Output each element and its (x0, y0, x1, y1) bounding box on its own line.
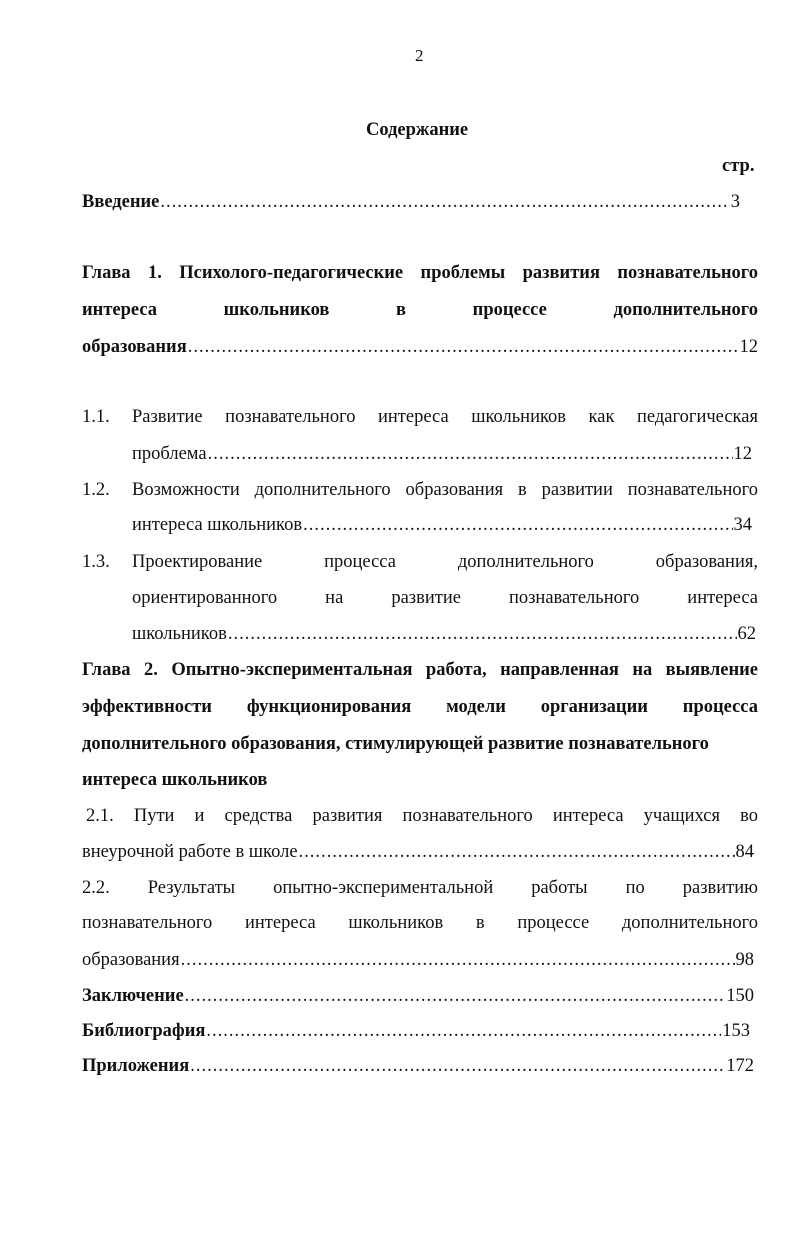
section-1-2-line1 (132, 480, 758, 501)
word: развитие (391, 588, 461, 608)
dot-leader (299, 842, 735, 863)
word: развитию (682, 878, 758, 898)
word: 2.2. (82, 878, 110, 898)
dot-leader (208, 444, 733, 465)
entry-label: проблема (132, 444, 207, 464)
chapter1-line2 (82, 300, 758, 321)
word: дополнительного (621, 913, 758, 933)
page-number: 2 (415, 46, 424, 65)
word: 1. (147, 263, 162, 283)
word: 2.1. (86, 806, 114, 826)
page-column-header: стр. (722, 156, 755, 176)
entry-page: 62 (737, 624, 756, 644)
word: работа, (425, 660, 487, 680)
word: познавательного (617, 263, 758, 283)
word: Глава (82, 660, 131, 680)
toc-entry-conclusion (82, 986, 754, 1007)
word: дополнительного (457, 552, 594, 572)
word: 2. (144, 660, 158, 680)
entry-label: образования (82, 950, 180, 970)
word: интереса (82, 300, 158, 320)
entry-page: 153 (722, 1021, 750, 1041)
entry-page: 98 (735, 950, 754, 970)
entry-label: Введение (82, 192, 160, 212)
entry-page: 3 (730, 192, 740, 212)
word: образования (405, 480, 504, 500)
word: проблемы (420, 263, 506, 283)
section-number: 1.2. (82, 480, 110, 500)
entry-page: 34 (733, 515, 752, 535)
word: дополнительного (254, 480, 391, 500)
word: по (625, 878, 645, 898)
word: Результаты (147, 878, 236, 898)
chapter1-line1 (82, 263, 758, 284)
toc-entry-1-2 (132, 515, 752, 536)
word: развитии (541, 480, 613, 500)
toc-entry-1-1 (132, 444, 752, 465)
word: интереса (552, 806, 624, 826)
word: выявление (665, 660, 758, 680)
toc-entry-2-1 (82, 842, 754, 863)
entry-label: Заключение (82, 986, 184, 1006)
word: школьников (348, 913, 444, 933)
word: во (740, 806, 758, 826)
word: Проектирование (132, 552, 263, 572)
word: ориентированного (132, 588, 278, 608)
word: развития (312, 806, 383, 826)
toc-entry-chapter1 (82, 337, 758, 358)
word: учащихся (643, 806, 720, 826)
word: на (632, 660, 653, 680)
dot-leader (181, 950, 735, 971)
word: развития (522, 263, 600, 283)
word: Возможности (132, 480, 240, 500)
entry-page: 12 (739, 337, 758, 357)
entry-label: Библиография (82, 1021, 206, 1041)
word: педагогическая (637, 407, 758, 427)
word: и (194, 806, 205, 826)
dot-leader (188, 337, 739, 358)
entry-page: 12 (733, 444, 752, 464)
word: Глава (82, 263, 131, 283)
word: как (588, 407, 615, 427)
section-number: 1.1. (82, 407, 110, 427)
word: образования, (655, 552, 758, 572)
section-number: 1.3. (82, 552, 110, 572)
word: процессе (517, 913, 590, 933)
word: модели (446, 697, 506, 717)
word: интереса (245, 913, 316, 933)
entry-page: 84 (735, 842, 754, 862)
section-1-3-line2 (132, 588, 758, 609)
entry-page: 172 (726, 1056, 754, 1076)
word: познавательного (508, 588, 640, 608)
dot-leader (160, 192, 729, 213)
word: эффективности (82, 697, 212, 717)
word: процессе (472, 300, 547, 320)
word: процесса (324, 552, 396, 572)
dot-leader (185, 986, 726, 1007)
word: школьников (471, 407, 567, 427)
toc-entry-intro (82, 192, 740, 213)
dot-leader (190, 1056, 725, 1077)
entry-label: интереса школьников (132, 515, 303, 535)
word: познавательного (627, 480, 758, 500)
entry-label: школьников (132, 624, 227, 644)
toc-title: Содержание (366, 120, 469, 140)
word: направленная (500, 660, 619, 680)
word: интереса (687, 588, 758, 608)
word: на (325, 588, 344, 608)
section-2-2-line1 (82, 878, 758, 899)
section-2-1-line1 (86, 806, 758, 827)
word: дополнительного (613, 300, 758, 320)
entry-label: Приложения (82, 1056, 190, 1076)
toc-entry-appendices (82, 1056, 754, 1077)
word: процесса (682, 697, 758, 717)
toc-entry-1-3 (132, 624, 756, 645)
entry-label: образования (82, 337, 187, 357)
word: познавательного (402, 806, 533, 826)
word: интереса (378, 407, 449, 427)
section-2-2-line2 (82, 913, 758, 934)
word: в (396, 300, 407, 320)
section-1-3-line1 (132, 552, 758, 573)
word: Психолого-педагогические (179, 263, 404, 283)
entry-label: внеурочной работе в школе (82, 842, 298, 862)
chapter2-line2 (82, 697, 758, 718)
word: Пути (133, 806, 175, 826)
chapter2-line1 (82, 660, 758, 681)
chapter2-line3: дополнительного образования, стимулирующей развитие познавательного (82, 734, 709, 754)
word: Опытно-экспериментальная (171, 660, 413, 680)
word: познавательного (225, 407, 356, 427)
word: средства (224, 806, 293, 826)
word: Развитие (132, 407, 203, 427)
dot-leader (303, 515, 732, 536)
dot-leader (228, 624, 737, 645)
word: организации (540, 697, 648, 717)
toc-entry-bibliography (82, 1021, 750, 1042)
word: работы (531, 878, 588, 898)
word: функционирования (246, 697, 412, 717)
word: познавательного (82, 913, 213, 933)
word: школьников (223, 300, 330, 320)
entry-page: 150 (726, 986, 754, 1006)
word: в (517, 480, 527, 500)
toc-entry-2-2 (82, 950, 754, 971)
section-1-1-line1 (132, 407, 758, 428)
word: в (475, 913, 485, 933)
word: опытно-экспериментальной (273, 878, 494, 898)
chapter2-line4: интереса школьников (82, 770, 268, 790)
dot-leader (206, 1021, 721, 1042)
